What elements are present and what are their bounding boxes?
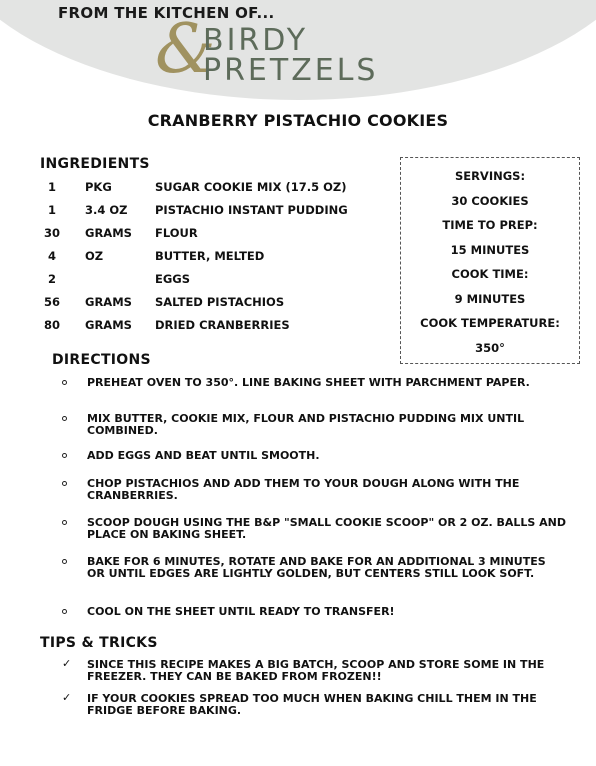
ingredient-row [0, 249, 400, 272]
brand-logo [155, 10, 435, 90]
ingredient-row [0, 180, 400, 203]
ingredient-row [0, 203, 400, 226]
ingredient-qty: 4 [47, 249, 56, 263]
logo-ampersand: & [155, 10, 216, 89]
cook-temperature-label: COOK TEMPERATURE: [420, 316, 560, 330]
ingredient-item: EGGS [155, 272, 191, 286]
direction-step-text: ADD EGGS AND BEAT UNTIL SMOOTH. [87, 449, 320, 462]
direction-step-text: SCOOP DOUGH USING THE B&P "SMALL COOKIE SCOOP" OR 2 OZ. BALLS AND PLACE ON BAKING SHEET. [87, 516, 567, 541]
ingredient-item: SALTED PISTACHIOS [155, 295, 285, 309]
circle-bullet-icon [62, 520, 67, 525]
circle-bullet-icon [62, 380, 67, 385]
tip-text: IF YOUR COOKIES SPREAD TOO MUCH WHEN BAKING CHILL THEM IN THE FRIDGE BEFORE BAKING. [87, 692, 537, 717]
checkmark-icon: ✓ [62, 691, 72, 704]
ingredient-qty: 2 [47, 272, 56, 286]
cook-time-value: 9 MINUTES [454, 291, 526, 306]
circle-bullet-icon [62, 559, 67, 564]
ingredient-unit: 3.4 OZ [85, 203, 128, 217]
recipe-title: CRANBERRY PISTACHIO COOKIES [147, 111, 449, 130]
ingredient-row [0, 295, 400, 318]
ingredient-qty: 1 [47, 203, 56, 217]
ingredient-row [0, 272, 400, 295]
ingredient-item: SUGAR COOKIE MIX (17.5 OZ) [155, 180, 347, 194]
ingredient-row [0, 318, 400, 341]
ingredient-item: FLOUR [155, 226, 198, 240]
ingredient-unit: OZ [85, 249, 104, 263]
circle-bullet-icon [62, 416, 67, 421]
ingredient-qty: 30 [43, 226, 60, 240]
directions-heading: DIRECTIONS [52, 352, 151, 368]
ingredient-item: PISTACHIO INSTANT PUDDING [155, 203, 348, 217]
tips-heading: TIPS & TRICKS [40, 635, 158, 651]
cook-time-label: COOK TIME: [451, 267, 529, 281]
kitchen-label: FROM THE KITCHEN OF... [58, 4, 275, 22]
ingredient-qty: 80 [43, 318, 60, 332]
circle-bullet-icon [62, 453, 67, 458]
logo-word-birdy: BIRDY [203, 23, 309, 58]
ingredients-heading: INGREDIENTS [40, 156, 150, 172]
ingredient-qty: 1 [47, 180, 56, 194]
ingredient-qty: 56 [43, 295, 60, 309]
direction-step-text: MIX BUTTER, COOKIE MIX, FLOUR AND PISTACHIO PUDDING MIX UNTIL COMBINED. [87, 412, 525, 437]
ingredient-item: BUTTER, MELTED [155, 249, 265, 263]
checkmark-icon: ✓ [62, 657, 72, 670]
servings-label: SERVINGS: [454, 169, 526, 183]
ingredients-list [0, 180, 400, 341]
direction-step-text: BAKE FOR 6 MINUTES, ROTATE AND BAKE FOR AN ADDITIONAL 3 MINUTES OR UNTIL EDGES ARE LIGHTLY GOLDEN, BUT CENTERS STILL LOOK SOFT. [87, 555, 546, 580]
recipe-info-box [400, 157, 580, 364]
ingredient-unit: GRAMS [85, 295, 132, 309]
ingredient-unit: PKG [85, 180, 112, 194]
logo-word-pretzels: PRETZELS [203, 53, 379, 88]
cook-temperature-value: 350° [475, 340, 505, 355]
direction-step-text: PREHEAT OVEN TO 350°. LINE BAKING SHEET WITH PARCHMENT PAPER. [87, 376, 530, 389]
circle-bullet-icon [62, 481, 67, 486]
ingredient-unit: GRAMS [85, 318, 132, 332]
prep-time-label: TIME TO PREP: [442, 218, 538, 232]
direction-step-text: COOL ON THE SHEET UNTIL READY TO TRANSFER! [87, 605, 395, 618]
servings-value: 30 COOKIES [451, 193, 529, 208]
circle-bullet-icon [62, 609, 67, 614]
prep-time-value: 15 MINUTES [450, 242, 530, 257]
ingredient-row [0, 226, 400, 249]
ingredient-item: DRIED CRANBERRIES [155, 318, 290, 332]
direction-step-text: CHOP PISTACHIOS AND ADD THEM TO YOUR DOUGH ALONG WITH THE CRANBERRIES. [87, 477, 520, 502]
ingredient-unit: GRAMS [85, 226, 132, 240]
tip-text: SINCE THIS RECIPE MAKES A BIG BATCH, SCOOP AND STORE SOME IN THE FREEZER. THEY CAN BE BAKED FROM FROZEN!! [87, 658, 545, 683]
